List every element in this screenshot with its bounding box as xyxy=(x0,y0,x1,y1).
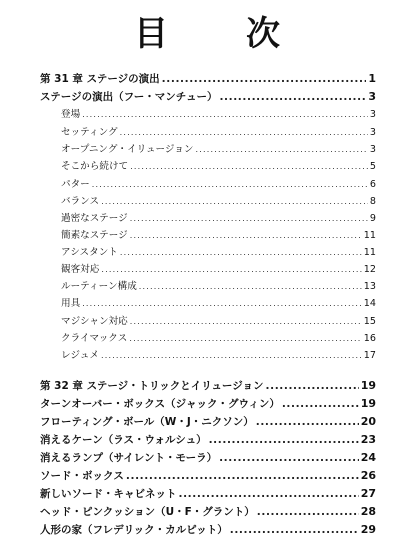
toc-entry-label: ルーティーン構成 xyxy=(61,281,137,292)
leader-dots xyxy=(82,106,368,123)
toc-subsection-entry[interactable] xyxy=(61,261,376,278)
leader-dots xyxy=(139,278,362,295)
leader-dots xyxy=(196,141,368,158)
leader-dots xyxy=(120,124,368,141)
toc-page-number: 27 xyxy=(360,487,376,500)
page-title: 目 次 xyxy=(134,14,302,54)
toc-section-entry[interactable] xyxy=(40,431,376,448)
toc-entry-label: マジシャン対応 xyxy=(61,316,128,327)
toc-subsection-entry[interactable] xyxy=(61,193,376,210)
toc-subsection-entry[interactable] xyxy=(61,124,376,141)
toc-section-entry[interactable] xyxy=(40,467,376,484)
toc-entry-label: 過密なステージ xyxy=(61,213,128,224)
toc-entry-label: バランス xyxy=(61,196,100,207)
toc-entry-label: 登場 xyxy=(61,109,81,120)
toc-page-number: 3 xyxy=(369,144,376,155)
leader-dots xyxy=(256,414,359,431)
leader-dots xyxy=(257,504,359,521)
toc-page-number: 14 xyxy=(363,298,376,309)
leader-dots xyxy=(129,330,361,347)
toc-entry-label: そこから続けて xyxy=(61,161,129,172)
toc-page-number: 17 xyxy=(363,350,376,361)
leader-dots xyxy=(130,313,362,330)
leader-dots xyxy=(130,227,362,244)
leader-dots xyxy=(82,295,362,312)
toc-chapter-heading[interactable] xyxy=(40,377,376,394)
leader-dots xyxy=(130,210,368,227)
leader-dots xyxy=(219,89,366,106)
toc-page-number: 23 xyxy=(360,433,376,446)
toc-page-number: 19 xyxy=(360,379,376,392)
toc-subsection-entry[interactable] xyxy=(61,141,376,158)
toc-page-number: 6 xyxy=(369,179,376,190)
leader-dots xyxy=(101,261,361,278)
toc-page-number: 8 xyxy=(369,196,376,207)
leader-dots xyxy=(101,193,368,210)
toc-entry-label: 簡素なステージ xyxy=(61,230,128,241)
leader-dots xyxy=(282,396,359,413)
toc-section-entry[interactable] xyxy=(40,413,376,430)
toc-subsection-entry[interactable] xyxy=(61,347,376,364)
toc-subsection-entry[interactable] xyxy=(61,210,376,227)
toc-page-number: 19 xyxy=(360,397,376,410)
toc-entry-label: アシスタント xyxy=(61,247,118,258)
leader-dots xyxy=(101,347,362,364)
toc-entry-label: ターンオーバー・ボックス（ジャック・グウィン） xyxy=(40,398,280,410)
toc-subsection-entry[interactable] xyxy=(61,227,376,244)
leader-dots xyxy=(92,176,368,193)
toc-section-entry[interactable] xyxy=(40,503,376,520)
toc-page-number: 24 xyxy=(360,451,376,464)
toc-page-number: 1 xyxy=(368,72,376,85)
toc-section-entry[interactable] xyxy=(40,485,376,502)
toc-page-number: 26 xyxy=(360,469,376,482)
toc-subsection-entry[interactable] xyxy=(61,176,376,193)
leader-dots xyxy=(219,450,359,467)
toc-subsection-entry[interactable] xyxy=(61,244,376,261)
toc-subsection-entry[interactable] xyxy=(61,330,376,347)
toc-page-number: 5 xyxy=(369,161,376,172)
toc-entry-label: ヘッド・ピンクッション（U・F・グラント） xyxy=(40,506,255,518)
toc-page-number: 3 xyxy=(369,127,376,138)
toc-chapter-heading[interactable] xyxy=(40,70,376,87)
toc-page-number: 11 xyxy=(363,247,376,258)
leader-dots xyxy=(120,244,362,261)
toc-entry-label: セッティング xyxy=(61,127,118,138)
toc-page-number: 16 xyxy=(363,333,376,344)
toc-entry-label: 消えるランプ（サイレント・モーラ） xyxy=(40,452,218,464)
leader-dots xyxy=(130,158,368,175)
toc-entry-label: クライマックス xyxy=(61,333,128,344)
toc-entry-label: 新しいソード・キャビネット xyxy=(40,488,177,500)
toc-page-number: 9 xyxy=(369,213,376,224)
toc-entry-label: パター xyxy=(61,179,90,190)
toc-page-number: 13 xyxy=(363,281,376,292)
toc-entry-label: 消えるケーン（ラス・ウォルシュ） xyxy=(40,434,207,446)
leader-dots xyxy=(162,71,367,88)
toc-page-number: 28 xyxy=(360,505,376,518)
toc-page-number: 29 xyxy=(360,523,376,536)
toc-page-number: 11 xyxy=(363,230,376,241)
leader-dots xyxy=(179,486,359,503)
toc-page-number: 3 xyxy=(369,109,376,120)
toc-subsection-entry[interactable] xyxy=(61,106,376,123)
toc-section-entry[interactable] xyxy=(40,395,376,412)
toc-subsection-entry[interactable] xyxy=(61,158,376,175)
toc-entry-label: 用具 xyxy=(61,298,81,309)
leader-dots xyxy=(230,522,359,539)
toc-entry-label: 人形の家（フレデリック・カルピット） xyxy=(40,524,228,536)
toc-entry-label: オープニング・イリュージョン xyxy=(61,144,194,155)
toc-entry-label: 観客対応 xyxy=(61,264,100,275)
toc-section-entry[interactable] xyxy=(40,521,376,538)
toc-entry-label: フローティング・ボール（W・J・ニクソン） xyxy=(40,416,254,428)
toc-entry-label: ソード・ボックス xyxy=(40,470,124,482)
toc-section-entry[interactable] xyxy=(40,88,376,105)
toc-page-number: 20 xyxy=(360,415,376,428)
toc-entry-label: 第 31 章 ステージの演出 xyxy=(40,73,160,85)
leader-dots xyxy=(126,468,359,485)
leader-dots xyxy=(266,378,359,395)
toc-page-number: 3 xyxy=(368,90,376,103)
leader-dots xyxy=(209,432,359,449)
toc-entry-label: ステージの演出（フー・マンチュー） xyxy=(40,91,218,103)
toc-subsection-entry[interactable] xyxy=(61,278,376,295)
toc-subsection-entry[interactable] xyxy=(61,313,376,330)
toc-entry-label: 第 32 章 ステージ・トリックとイリュージョン xyxy=(40,380,264,392)
toc-page-number: 12 xyxy=(363,264,376,275)
toc-section-entry[interactable] xyxy=(40,449,376,466)
toc-entry-label: レジュメ xyxy=(61,350,99,361)
toc-page-number: 15 xyxy=(363,316,376,327)
toc-subsection-entry[interactable] xyxy=(61,295,376,312)
